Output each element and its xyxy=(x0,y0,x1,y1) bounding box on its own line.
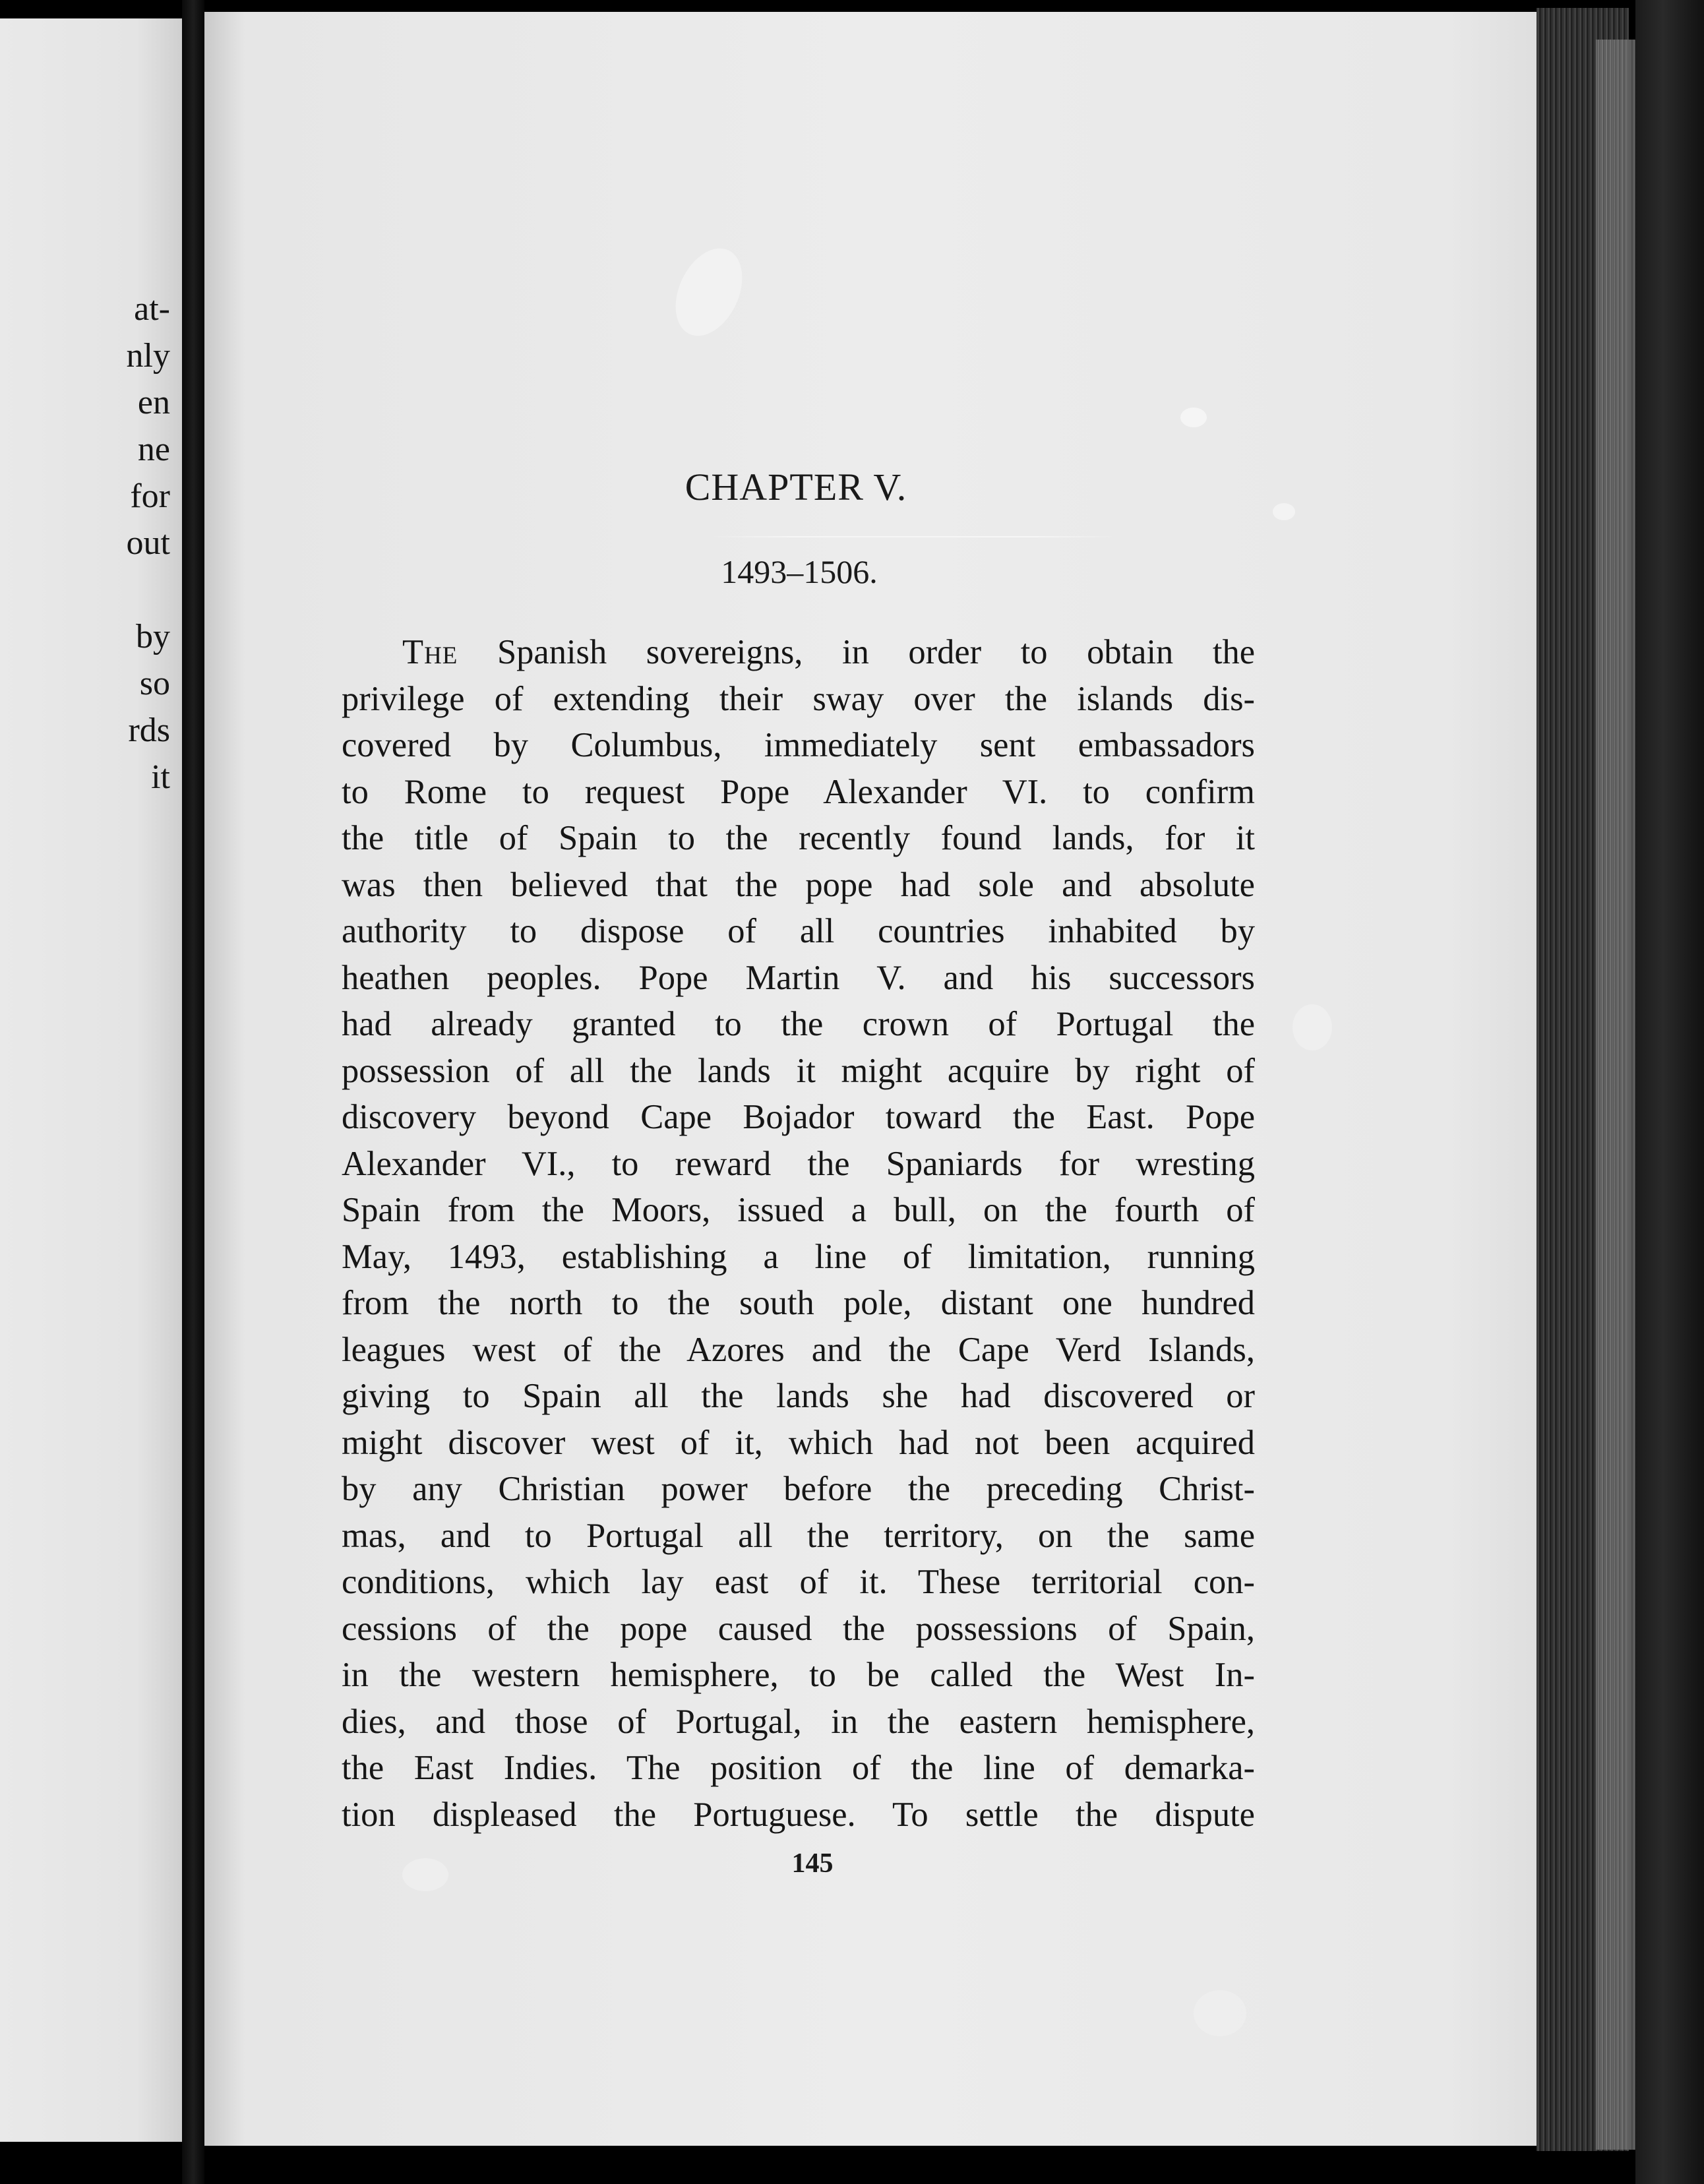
previous-page-fragment xyxy=(0,18,182,2142)
text-line: the title of Spain to the recently found lands, for it xyxy=(342,819,1255,857)
previous-page-line-endings xyxy=(127,286,170,801)
paper-blemish xyxy=(663,238,756,347)
paper-blemish xyxy=(402,1858,448,1891)
book-gutter xyxy=(182,0,204,2184)
drop-word: The xyxy=(402,633,458,671)
body-text xyxy=(342,629,1255,1838)
text-line: giving to Spain all the lands she had discovered or xyxy=(342,1377,1255,1415)
text-line: leagues west of the Azores and the Cape Verd Islands, xyxy=(342,1330,1255,1369)
left-line-fragment: rds xyxy=(128,712,170,749)
text-line: might discover west of it, which had not been acquired xyxy=(342,1423,1255,1462)
page-number: 145 xyxy=(791,1848,834,1879)
left-line-fragment: nly xyxy=(126,337,170,375)
text-line-rest: Spanish sovereigns, in order to obtain the xyxy=(458,633,1255,671)
text-line: May, 1493, establishing a line of limitation, running xyxy=(342,1237,1255,1276)
text-line: in the western hemisphere, to be called the West In- xyxy=(342,1656,1255,1694)
text-line: conditions, which lay east of it. These territorial con- xyxy=(342,1563,1255,1601)
left-line-fragment: by xyxy=(136,618,170,655)
book-page-edges-light xyxy=(1596,40,1635,2150)
left-line-fragment: for xyxy=(130,477,170,515)
left-line-fragment: so xyxy=(139,665,170,702)
text-line: mas, and to Portugal all the territory, on the same xyxy=(342,1516,1255,1555)
text-line: tion displeased the Portuguese. To settle the dispute xyxy=(342,1795,1255,1834)
text-line: was then believed that the pope had sole and absolute xyxy=(342,865,1255,904)
text-line: to Rome to request Pope Alexander VI. to confirm xyxy=(342,772,1255,811)
text-line: Spain from the Moors, issued a bull, on the fourth of xyxy=(342,1191,1255,1229)
chapter-years: 1493–1506. xyxy=(721,553,878,590)
text-line: privilege of extending their sway over the islands dis- xyxy=(342,679,1255,718)
text-line: covered by Columbus, immediately sent embassadors xyxy=(342,726,1255,764)
paper-blemish xyxy=(1293,1004,1332,1050)
left-line-fragment: at- xyxy=(134,290,170,328)
text-line: the East Indies. The position of the line of demarka- xyxy=(342,1749,1255,1787)
text-line xyxy=(342,629,1255,676)
left-line-fragment: it xyxy=(151,758,170,796)
paper-blemish xyxy=(1180,408,1207,427)
text-line: from the north to the south pole, distant one hundred xyxy=(342,1284,1255,1322)
text-line: by any Christian power before the preceding Christ- xyxy=(342,1470,1255,1508)
text-line: cessions of the pope caused the possessions of Spain, xyxy=(342,1609,1255,1648)
text-line: heathen peoples. Pope Martin V. and his successors xyxy=(342,958,1255,997)
text-line: possession of all the lands it might acquire by right of xyxy=(342,1051,1255,1090)
text-line: dies, and those of Portugal, in the eastern hemisphere, xyxy=(342,1702,1255,1741)
title-rule xyxy=(712,536,1114,537)
left-line-fragment: ne xyxy=(137,431,170,468)
chapter-title: CHAPTER V. xyxy=(685,466,907,508)
text-line: discovery beyond Cape Bojador toward the East. Pope xyxy=(342,1098,1255,1136)
book-cover-edge xyxy=(1635,0,1704,2184)
paper-blemish xyxy=(1273,503,1295,520)
left-line-fragment: out xyxy=(126,524,170,562)
left-line-gap xyxy=(127,566,170,613)
left-line-fragment: en xyxy=(137,384,170,421)
text-line: authority to dispose of all countries inhabited by xyxy=(342,912,1255,950)
text-line: Alexander VI., to reward the Spaniards for wresting xyxy=(342,1144,1255,1183)
text-line: had already granted to the crown of Portugal the xyxy=(342,1005,1255,1043)
paper-blemish xyxy=(1194,1990,1246,2036)
